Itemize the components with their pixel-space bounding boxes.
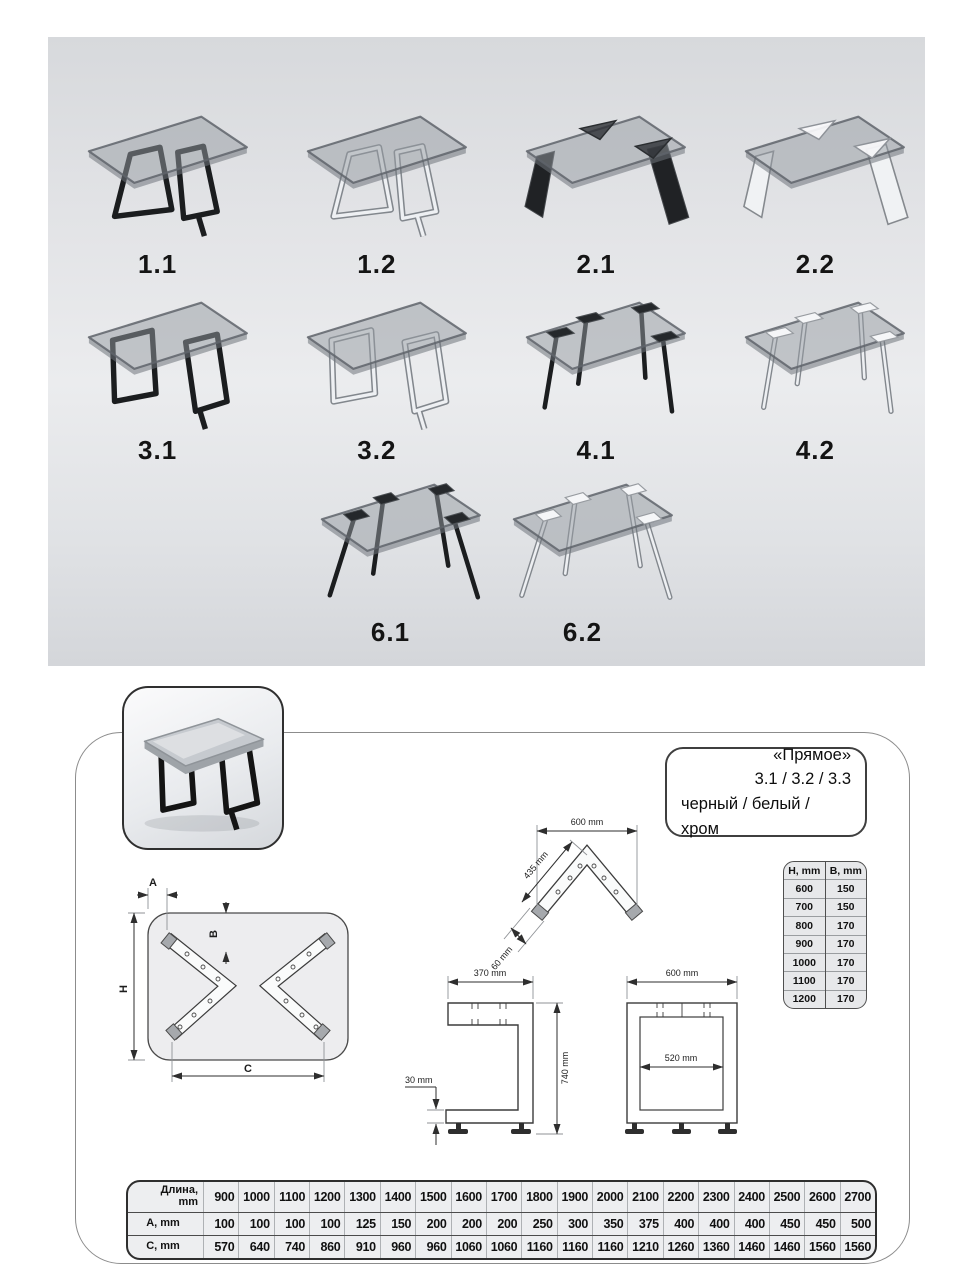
table-render-2-2	[716, 95, 914, 248]
table-render-3-2	[278, 281, 476, 434]
c-cell: 1210	[627, 1236, 662, 1258]
table-render-2-1	[497, 95, 695, 248]
c-cell: 1260	[663, 1236, 698, 1258]
c-cell: 1360	[698, 1236, 733, 1258]
length-cell: 2200	[663, 1182, 698, 1212]
table-render-3-1	[59, 281, 257, 434]
side-view-drawing	[400, 955, 595, 1150]
hb-header-h: H, mm	[784, 862, 825, 880]
a-cell: 350	[592, 1213, 627, 1235]
size-table-length-row	[128, 1182, 875, 1212]
size-table-length-label	[128, 1182, 203, 1212]
model-variant-1-2	[267, 95, 486, 280]
table-render-6-2	[484, 463, 682, 616]
model-variant-6-2	[487, 463, 679, 648]
a-cell: 100	[274, 1213, 309, 1235]
length-cell: 1900	[557, 1182, 592, 1212]
table-render-6-1	[292, 463, 490, 616]
hb-value-cell: 900	[784, 936, 825, 954]
corner-bracket-drawing	[480, 812, 690, 972]
model-label: 3.1	[138, 435, 178, 465]
table-render-4-2	[716, 281, 914, 434]
hb-value-cell: 170	[826, 917, 867, 935]
c-cell: 960	[380, 1236, 415, 1258]
model-label: 1.2	[357, 249, 397, 279]
a-cell: 500	[840, 1213, 875, 1235]
model-label: 3.2	[357, 435, 397, 465]
length-cell: 1300	[344, 1182, 379, 1212]
dim-front-inner: 520 mm	[664, 1053, 698, 1063]
model-label: 4.1	[576, 435, 616, 465]
a-cell: 250	[521, 1213, 556, 1235]
hb-value-cell: 170	[826, 954, 867, 972]
hb-value-cell: 170	[836, 993, 855, 1006]
a-cell: 150	[380, 1213, 415, 1235]
model-variant-2-2	[706, 95, 925, 280]
c-cell: 960	[415, 1236, 450, 1258]
a-cell: 400	[663, 1213, 698, 1235]
length-cell: 1600	[451, 1182, 486, 1212]
c-cell: 570	[203, 1236, 238, 1258]
hb-col-h	[784, 862, 826, 1008]
model-variant-3-2	[267, 281, 486, 466]
length-cell: 2700	[840, 1182, 875, 1212]
models-row-1	[48, 95, 925, 280]
length-cell: 2000	[592, 1182, 627, 1212]
dim-corner-end: 60 mm	[489, 944, 515, 972]
model-variant-6-1	[295, 463, 487, 648]
length-cell: 2500	[769, 1182, 804, 1212]
dim-front-width: 600 mm	[665, 968, 699, 978]
c-cell: 1560	[840, 1236, 875, 1258]
models-row-2	[48, 281, 925, 466]
length-label-line1: Длина,	[160, 1184, 198, 1197]
size-table-a-row	[128, 1212, 875, 1235]
dim-corner-width: 600 mm	[570, 817, 604, 827]
dim-side-foot: 30 mm	[405, 1075, 433, 1085]
c-cell: 1160	[557, 1236, 592, 1258]
size-table-c-label: C, mm	[146, 1240, 180, 1253]
c-cell: 1060	[451, 1236, 486, 1258]
c-cell: 1160	[521, 1236, 556, 1258]
dim-corner-arm: 435 mm	[521, 849, 550, 881]
info-model-name: «Прямое»	[773, 745, 851, 764]
length-cell: 1000	[238, 1182, 273, 1212]
length-label-line2: mm	[178, 1196, 198, 1208]
models-row-3	[48, 463, 925, 648]
hb-value-cell: 1100	[784, 972, 825, 990]
models-panel	[48, 37, 925, 666]
length-cell: 2600	[804, 1182, 839, 1212]
product-photo	[122, 686, 284, 850]
length-cell: 1500	[415, 1182, 450, 1212]
dim-label-a: A	[149, 877, 157, 889]
hb-value-cell: 170	[826, 936, 867, 954]
hb-table	[783, 861, 867, 1009]
length-cell: 1700	[486, 1182, 521, 1212]
a-cell: 375	[627, 1213, 662, 1235]
length-values	[203, 1182, 875, 1212]
hb-value-cell: 1200	[792, 993, 816, 1006]
c-cell: 1560	[804, 1236, 839, 1258]
model-variant-2-1	[487, 95, 706, 280]
hb-value-cell: 150	[826, 899, 867, 917]
hb-value-cell: 170	[826, 972, 867, 990]
a-values	[203, 1213, 875, 1235]
front-view-drawing	[610, 955, 760, 1150]
hb-value-cell: 600	[784, 880, 825, 898]
size-table	[126, 1180, 877, 1260]
c-cell: 860	[309, 1236, 344, 1258]
a-cell: 450	[804, 1213, 839, 1235]
info-model-codes: 3.1 / 3.2 / 3.3	[754, 770, 851, 789]
length-cell: 1400	[380, 1182, 415, 1212]
hb-value-cell: 1000	[784, 954, 825, 972]
dim-side-height: 740 mm	[560, 1051, 570, 1085]
model-label: 1.1	[138, 249, 178, 279]
a-cell: 400	[734, 1213, 769, 1235]
dim-side-width: 370 mm	[473, 968, 507, 978]
info-model-colors: черный / белый / хром	[681, 795, 810, 838]
a-cell: 200	[451, 1213, 486, 1235]
length-cell: 2300	[698, 1182, 733, 1212]
model-label: 4.2	[795, 435, 835, 465]
length-cell: 1800	[521, 1182, 556, 1212]
c-cell: 910	[344, 1236, 379, 1258]
a-cell: 300	[557, 1213, 592, 1235]
hb-value-cell: 800	[784, 917, 825, 935]
table-render-1-1	[59, 95, 257, 248]
length-cell: 2100	[627, 1182, 662, 1212]
model-label: 2.1	[576, 249, 616, 279]
model-variant-3-1	[48, 281, 267, 466]
size-table-a-label: A, mm	[146, 1217, 180, 1230]
info-box	[665, 747, 867, 837]
model-label: 6.1	[370, 617, 411, 647]
length-cell: 900	[203, 1182, 238, 1212]
hb-value-cell: 150	[826, 880, 867, 898]
length-cell: 2400	[734, 1182, 769, 1212]
hb-header-b: B, mm	[826, 862, 867, 880]
c-cell: 640	[238, 1236, 273, 1258]
c-values	[203, 1236, 875, 1258]
a-cell: 125	[344, 1213, 379, 1235]
dim-label-b: B	[208, 930, 220, 938]
a-cell: 100	[238, 1213, 273, 1235]
top-view-drawing	[118, 868, 368, 1093]
table-render-4-1	[497, 281, 695, 434]
a-cell: 100	[309, 1213, 344, 1235]
c-cell: 1160	[592, 1236, 627, 1258]
c-cell: 1460	[734, 1236, 769, 1258]
table-render-1-2	[278, 95, 476, 248]
length-cell: 1100	[274, 1182, 309, 1212]
c-cell: 1060	[486, 1236, 521, 1258]
hb-value-cell: 700	[784, 899, 825, 917]
model-variant-4-1	[487, 281, 706, 466]
a-cell: 450	[769, 1213, 804, 1235]
model-label: 6.2	[562, 617, 603, 647]
size-table-c-row	[128, 1235, 875, 1258]
product-photo-image	[124, 688, 282, 848]
hb-col-b	[826, 862, 867, 1008]
a-cell: 100	[203, 1213, 238, 1235]
dim-label-h: H	[118, 985, 130, 993]
a-cell: 200	[415, 1213, 450, 1235]
c-cell: 740	[274, 1236, 309, 1258]
dim-label-c: C	[244, 1063, 252, 1075]
model-variant-1-1	[48, 95, 267, 280]
model-variant-4-2	[706, 281, 925, 466]
c-cell: 1460	[769, 1236, 804, 1258]
a-cell: 400	[698, 1213, 733, 1235]
length-cell: 1200	[309, 1182, 344, 1212]
a-cell: 200	[486, 1213, 521, 1235]
model-label: 2.2	[795, 249, 835, 279]
